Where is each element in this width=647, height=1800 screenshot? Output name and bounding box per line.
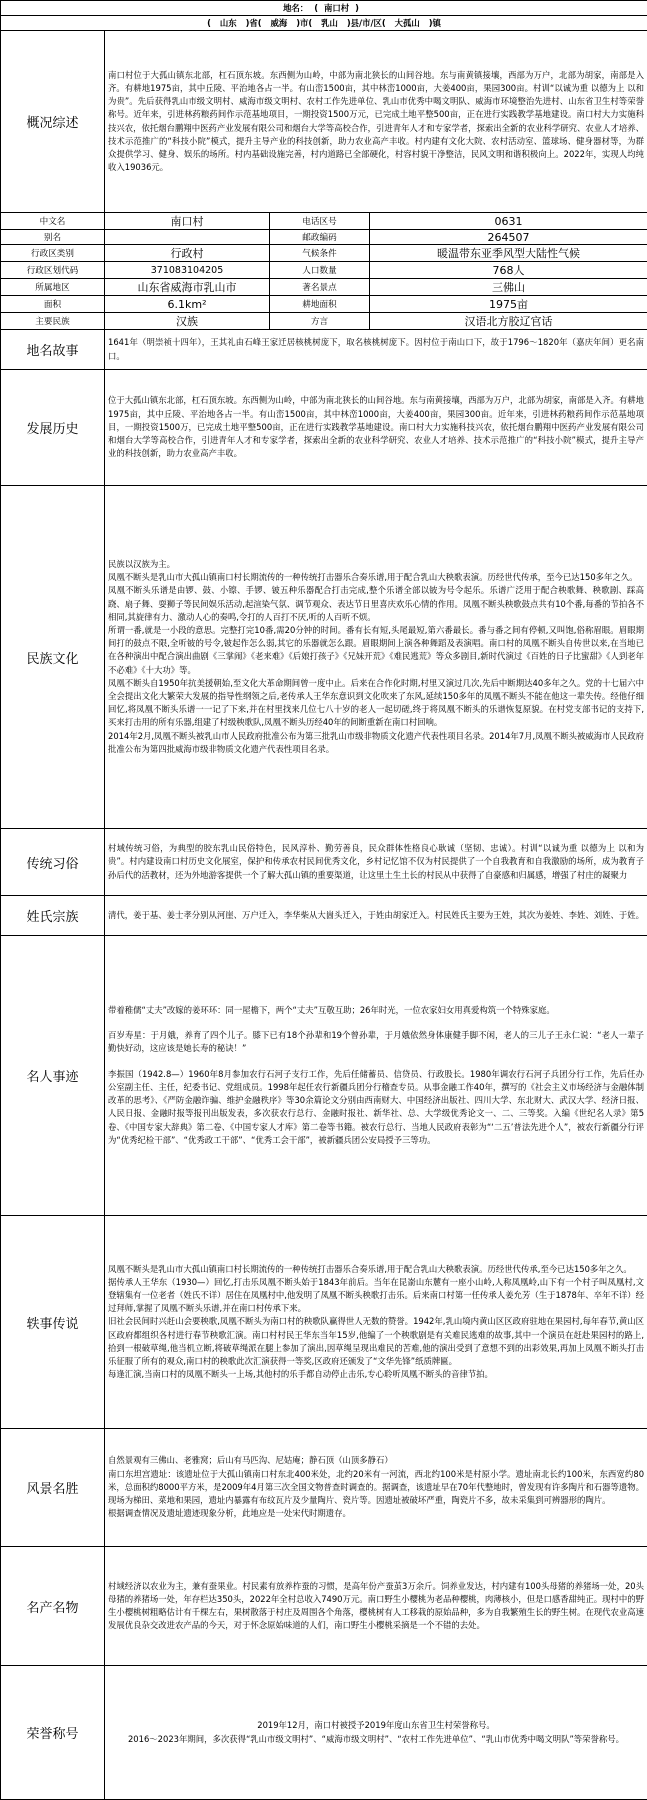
area-label: 面积 bbox=[1, 296, 105, 313]
surnames-row bbox=[1, 896, 647, 936]
farmland-value: 1975亩 bbox=[370, 296, 647, 313]
products-label: 名产名物 bbox=[1, 1547, 105, 1666]
folk-culture-paragraph: 2014年2月,凤凰不断头被乳山市人民政府批准公布为第三批乳山市级非物质文化遗产代表性项目名录。2014年7月,凤凰不断头被威海市人民政府批准公布为第四批威海市级非物质文化遗产代表性项目名录。 bbox=[108, 730, 645, 754]
scenery-content bbox=[105, 1429, 647, 1547]
area-code-value: 0631 bbox=[370, 213, 647, 230]
attraction-label: 著名景点 bbox=[270, 279, 370, 296]
honors-label: 荣誉称号 bbox=[1, 1666, 105, 1800]
dialect-value: 汉语北方胶辽官话 bbox=[370, 313, 647, 330]
region-label: 所属地区 bbox=[1, 279, 105, 296]
celebrity-paragraph: 百岁寿星：于月娥，养育了四个儿子。膝下已有18个孙辈和19个曾孙辈，于月娥依然身体康健手脚不闲，老人的三儿子王永仁说：“老人一辈子勤快好动，这应该是她长寿的秘诀！” bbox=[108, 1030, 645, 1054]
population-value: 768人 bbox=[370, 262, 647, 279]
folk-culture-label: 民族文化 bbox=[1, 486, 105, 829]
region-value: 山东省威海市乳山市 bbox=[105, 279, 270, 296]
celebrities-label: 名人事迹 bbox=[1, 936, 105, 1216]
location-header: ( 山东 )省( 威海 )市( 乳山 )县/市/区( 大孤山 )镇 bbox=[1, 16, 647, 31]
alias-label: 别名 bbox=[1, 230, 105, 245]
celebrities-row bbox=[1, 936, 647, 1216]
surnames-label: 姓氏宗族 bbox=[1, 896, 105, 936]
history-row bbox=[1, 370, 647, 486]
customs-label: 传统习俗 bbox=[1, 829, 105, 896]
folk-culture-paragraph: 所谓一番,就是一小段的意思。完整打完10番,需20分钟的时间。番有长有短,头尾最短,第六番最长。番与番之间有停顿,又叫饱,俗称眉眼。眉眼期间打的鼓点不限,全听铍的号令,铍起作怎么弱,其它的乐器就怎么跟。眉眼期间上演各种舞蹈及表演唱。南口村的凤凰不断头自传世以来,在当地已在各种演出中配合演出曲剧《三掌闹》《老来难》《后娘打孩子》《兄妹开荒》《难民逃荒》等众多剧目,新时代演过《百姓的日子比蜜甜》《人到老年不必难》《十大功》等。 bbox=[108, 624, 645, 675]
area-code-label: 电话区号 bbox=[270, 213, 370, 230]
area-value: 6.1km² bbox=[105, 296, 270, 313]
customs-row bbox=[1, 829, 647, 896]
county-value: 乳山 bbox=[321, 18, 338, 28]
customs-text: 村域传统习俗，为典型的胶东乳山民俗特色，民风淳朴、勤劳善良，民众群体性格良心耿诚（坚韧、忠诚）。村训“以诚为重 以德为上 以和为贵”。村内建设南口村历史文化展室，保护和传承农村民间优秀文化，乡村记忆馆不仅为村民提供了一个自我教育和自我激励的场所，成为教育子孙后代的活教材，还为外地游客提供一个了解大孤山镇的重要渠道，让这里土生土长的村民从中获得了自豪感和归属感，增强了村庄的凝聚力 bbox=[105, 829, 647, 896]
name-story-text: 1641年（明崇祯十四年），王其礼由石峰王家迁居核桃树庞下，取名核桃树庞下。因村位于南山口下，故于1796～1820年（嘉庆年间）更名南口。 bbox=[105, 330, 647, 370]
anecdotes-row bbox=[1, 1216, 647, 1429]
scenery-paragraph: 南口东坦宫遗址：该遗址位于大孤山镇南口村东北400米处，北约20米有一河流，西北约100米是村原小学。遗址南北长约100米，东西宽约80米，总面积约8000平方米，是2009年4月第三次全国文物普查时调查的。据调查，该遗址早在70年代整地时，曾发现有许多陶片和石器等遗物。现场为梯田、菜地和果园，遗址内暴露有布纹瓦片及少量陶片、瓷片等。因遗址被破坏严重，陶瓷片不多，故未采集到可辨器形的陶片。 bbox=[108, 1468, 645, 1506]
info-row-5 bbox=[1, 279, 647, 296]
products-row bbox=[1, 1547, 647, 1666]
overview-text: 南口村位于大孤山镇东北部，杠石顶东坡。东西侧为山岭，中部为南北狭长的山间谷地。东与南黄镇接壤，西部为万户，北部为胡家，南部是入齐。有耕地1975亩，其中丘陵、平治地各占一半。有山峦1500亩，其中林峦1000亩，大姜400亩，果园300亩。村训“以诚为重 以德为上 以和为贵”。先后获得乳山市级文明村、威海市级文明村、农村工作先进单位、乳山市优秀中喝文明队、威海市环境整治先进村、山东省卫生村等荣誉称号。近年来，引进林药粮药间作示范基地项目，一期投资1500万元，已完成土地平整500亩，正在进行实践教学基地建设。南口村大力实施科技兴农，依托烟台鹏翔中医药产业发展有限公司和烟台大学等高校合作，引进青年人才和专家学者，探索出全新的农业科学研究、农业人才培养、技术示范推广的“科技小院”模式，提升主导产业的科技创新，助力农业高产丰收。村内建有文化大院、农村活动室、篮球场、健身器材等，为群众提供学习、健身、娱乐的场所。村内基础设施完善，村内道路已全部硬化，村容村貌干净整洁，民风文明和谐积极向上。2022年，实现人均纯收入19036元。 bbox=[105, 31, 647, 213]
cn-name-value: 南口村 bbox=[105, 213, 270, 230]
folk-culture-paragraph: 凤凰不断头是乳山市大孤山镇南口村长期流传的一种传统打击器乐合奏乐谱,用于配合乳山大秧歌表演。历经世代传承，至今已达150多年之久。 bbox=[108, 572, 638, 583]
town-value: 大孤山 bbox=[394, 18, 420, 28]
name-story-row bbox=[1, 330, 647, 370]
city-value: 威海 bbox=[270, 18, 288, 28]
scenery-paragraph: 根据调查情况及遗址遗迹现象分析，此地应是一处宋代时期遗存。 bbox=[108, 1508, 351, 1519]
division-code-value: 371083104205 bbox=[105, 262, 270, 279]
division-type-label: 行政区类别 bbox=[1, 245, 105, 262]
folk-culture-paragraph: 凤凰不断头乐谱是由锣、鼓、小镲、手锣、铍五种乐器配合打击完成,整个乐谱全部以铍为号令起乐。乐谱广泛用于配合秧歌舞、秧歌剧、踩高跷、扇子舞、耍狮子等民间娱乐活动,起渲染气氛、调节观众、表达节日里喜庆欢乐心情的作用。凤凰不断头秧歌鼓点共有10个番,每番的节拍各不相同,其旋律有力、激动人心的奏鸣,令打的人百打不厌,听的人百听不烦。 bbox=[108, 585, 645, 622]
anecdotes-content bbox=[105, 1216, 647, 1429]
info-row-6 bbox=[1, 296, 647, 313]
postal-code-label: 邮政编码 bbox=[270, 230, 370, 245]
info-row-4 bbox=[1, 262, 647, 279]
scenery-label: 风景名胜 bbox=[1, 1429, 105, 1547]
folk-culture-paragraph: 民族以汉族为主。 bbox=[108, 558, 175, 569]
division-code-label: 行政区划代码 bbox=[1, 262, 105, 279]
ethnic-label: 主要民族 bbox=[1, 313, 105, 330]
province-value: 山东 bbox=[219, 18, 237, 28]
climate-value: 暖温带东亚季风型大陆性气候 bbox=[370, 245, 647, 262]
info-row-2 bbox=[1, 230, 647, 245]
celebrities-content bbox=[105, 936, 647, 1216]
info-row-3 bbox=[1, 245, 647, 262]
anecdotes-label: 轶事传说 bbox=[1, 1216, 105, 1429]
folk-culture-paragraph: 凤凰不断头自1950年抗美援朝始,至文化大革命期间曾一度中止。后来在合作化时期,村里又演过几次,先后中断期达40多年之久。党的十七届六中全会提出文化大繁荣大发展的指导性纲领之后,老传承人王华东意识到文化吹来了东风,延续150多年的凤凰不断头不能在他这一辈失传。经他仔细回忆,将凤凰不断头乐谱一一记了下来,并在村里找来几位七八十岁的老人一起切磋,终于将凤凰不断头的乐谱恢复原貌。在村党支部书记的支持下,买来打击用的所有乐器,组建了村级秧歌队,凤凰不断头历经40年的间断重新在南口村回响。 bbox=[108, 677, 645, 728]
history-text: 位于大孤山镇东北部，杠石顶东坡。东西侧为山岭，中部为南北狭长的山间谷地。东与南黄接壤，西部为万户，北部为胡家，南部是入齐。有耕地1975亩，其中丘陵、平治地各占一半。有山峦1500亩，其中林峦1000亩，大姜400亩，果园300亩。近年来，引进林药粮药间作示范基地项目，一期投资1500万，已完成土地平整500亩，正在进行实践教学基地建设。南口村大力实施科技兴农，依托烟台鹏翔中医药产业发展有限公司和烟台大学等高校合作，引进青年人才和专家学者，探索出全新的农业科学研究、农业人才培养、技术示范推广的“科技小院”模式，提升主导产业的科技创新，助力农业高产丰收。 bbox=[105, 370, 647, 486]
place-name-value: 南口村 bbox=[324, 3, 350, 13]
scenery-row bbox=[1, 1429, 647, 1547]
anecdote-paragraph: 每逢汇演,当南口村的凤凰不断头一上场,其他村的乐手都自动停止击乐,专心聆听凤凰不断头的音律节拍。 bbox=[108, 1369, 493, 1380]
honors-content bbox=[105, 1666, 647, 1800]
alias-value bbox=[105, 230, 270, 245]
surnames-text: 清代，姜于基、姜士孝分别从河崖、万户迁入，李华柴从大崮头迁入，于姓由胡家迁入。村民姓氏主要为王姓，其次为姜姓、李姓、刘姓、于姓。 bbox=[105, 896, 647, 936]
honors-row bbox=[1, 1666, 647, 1800]
info-row-1 bbox=[1, 213, 647, 230]
folk-culture-row bbox=[1, 486, 647, 829]
location-row bbox=[1, 16, 647, 31]
dialect-label: 方言 bbox=[270, 313, 370, 330]
products-text: 村域经济以农业为主，兼有蚕果业。村民素有放养柞蚕的习惯，是高年份产蚕茧3万余斤。饲养业发达，村内建有100头母猪的养猪场一处，20头母猪的养猪场一处，年存栏达350头，2022年全村总收入7490万元。南口野生小樱桃为老品种樱桃，肉薄核小，但是口感香甜纯正。现村中的野生小樱桃树粗略估计有千棵左右，果树散落于村庄及周围各个角落，樱桃树有人工移栽的原始品种，多为自我繁殖生长的野生树。在现代农业高速发展优良杂交改进农产品的今天，对于怀念原始味道的人们，南口野生小樱桃采摘是一个不错的去处。 bbox=[105, 1547, 647, 1666]
info-row-7 bbox=[1, 313, 647, 330]
honor-line: 2019年12月，南口村被授予2019年度山东省卫生村荣誉称号。 bbox=[257, 1720, 495, 1731]
anecdote-paragraph: 据传承人王华东（1930—）回忆,打击乐凤凰不断头始于1843年前后。当年在昆嵛山东麓有一座小山岭,人称凤凰岭,山下有一个村子叫凤凰村,文登辖集有一位老者（姓氏不详）居住在凤凰村中,他发明了凤凰不断头秧歌打击乐。后来南口村第一任传承人姜允芳（生于1878年、卒年不详）经过拜师,掌握了凤凰不断头乐谱,并在南口村传承下来。 bbox=[108, 1276, 645, 1314]
overview-label: 概况综述 bbox=[1, 31, 105, 213]
anecdote-paragraph: 凤凰不断头是乳山市大孤山镇南口村长期流传的一种传统打击器乐合奏乐谱,用于配合乳山大秧歌表演。历经世代传承,至今已达150多年之久。 bbox=[108, 1263, 632, 1274]
postal-code-value: 264507 bbox=[370, 230, 647, 245]
division-type-value: 行政村 bbox=[105, 245, 270, 262]
place-name-header: 地名： ( 南口村 ) bbox=[1, 1, 647, 16]
celebrity-paragraph: 带着稚儒“丈夫”改嫁的姜环环：同一屋檐下，两个“丈夫”互敬互助；26年时光，一位农家妇女用真爱构筑一个特殊家庭。 bbox=[108, 1005, 555, 1016]
name-story-label: 地名故事 bbox=[1, 330, 105, 370]
folk-culture-content bbox=[105, 486, 647, 829]
anecdote-paragraph: 旧社会民间时兴赶山会要秧歌,凤凰不断头为南口村的秧歌队赢得世人无数的赞誉。1942年,乳山境内黄山区区政府驻地在果园村,每年春节,黄山区区政府都组织各村进行春节秧歌汇演。南口村村民王华东当年15岁,他编了一个秧歌剧是有关难民逃难的故事,其中一个演员在赶赴果园村的路上,拾到一根破草绳,他当机立断,将破草绳派在腿上参加了演出,因草绳呈现出难民的苦难,他的演出受到了意想不到的出彩效果,再加上凤凰不断头打击乐征服了所有的观众,南口村的秧歌此次汇演获得一等奖,区政府还颁发了“文华先锋”纸质牌匾。 bbox=[108, 1316, 645, 1366]
scenery-paragraph: 自然景观有三佛山、老雅窝；后山有马匹沟、尼姑庵；静石顶（山顶多静石） bbox=[108, 1455, 393, 1466]
celebrity-paragraph: 李振国（1942.8—）1960年8月参加农行石河子支行工作，先后任储蓄员、信贷员、行政股长。1980年调农行石河子兵团分行工作，先后任办公室副主任、主任，纪委书记、党组成员。1998年起任农行新疆兵团分行稽查专员。从事金融工作40年，撰写的《社会主义市场经济与金融体制改革的思考》、《严防金融诈骗、维护金融秩序》等30余篇论文分别由西南财大、中国经济出版社、四川大学、东北财大、武汉大学、经济日报、人民日报、金融时报等报刊出版发表，多次获农行总行、金融时报社、新华社、总、大学级优秀论文一、二、三等奖。入编《世纪名人录》第5卷、《中国专家大辞典》第二卷、《中国专家人才库》第二卷等书籍。被农行总行、当地人民政府表彰为“‘二五’普法先进个人”，被农行新疆分行评为“优秀纪检干部”、“优秀政工干部”、“优秀工会干部”，被新疆兵团公安局授予三等功。 bbox=[108, 1068, 645, 1145]
farmland-label: 耕地面积 bbox=[270, 296, 370, 313]
population-label: 人口数量 bbox=[270, 262, 370, 279]
place-name-label: 地名： bbox=[283, 3, 309, 13]
title-row bbox=[1, 1, 647, 16]
ethnic-value: 汉族 bbox=[105, 313, 270, 330]
attraction-value: 三佛山 bbox=[370, 279, 647, 296]
climate-label: 气候条件 bbox=[270, 245, 370, 262]
cn-name-label: 中文名 bbox=[1, 213, 105, 230]
honor-line: 2016～2023年期间，多次获得“乳山市级文明村”、“威海市级文明村”、“农村工作先进单位”、“乳山市优秀中喝文明队”等荣誉称号。 bbox=[127, 1733, 625, 1744]
history-label: 发展历史 bbox=[1, 370, 105, 486]
overview-row bbox=[1, 31, 647, 213]
